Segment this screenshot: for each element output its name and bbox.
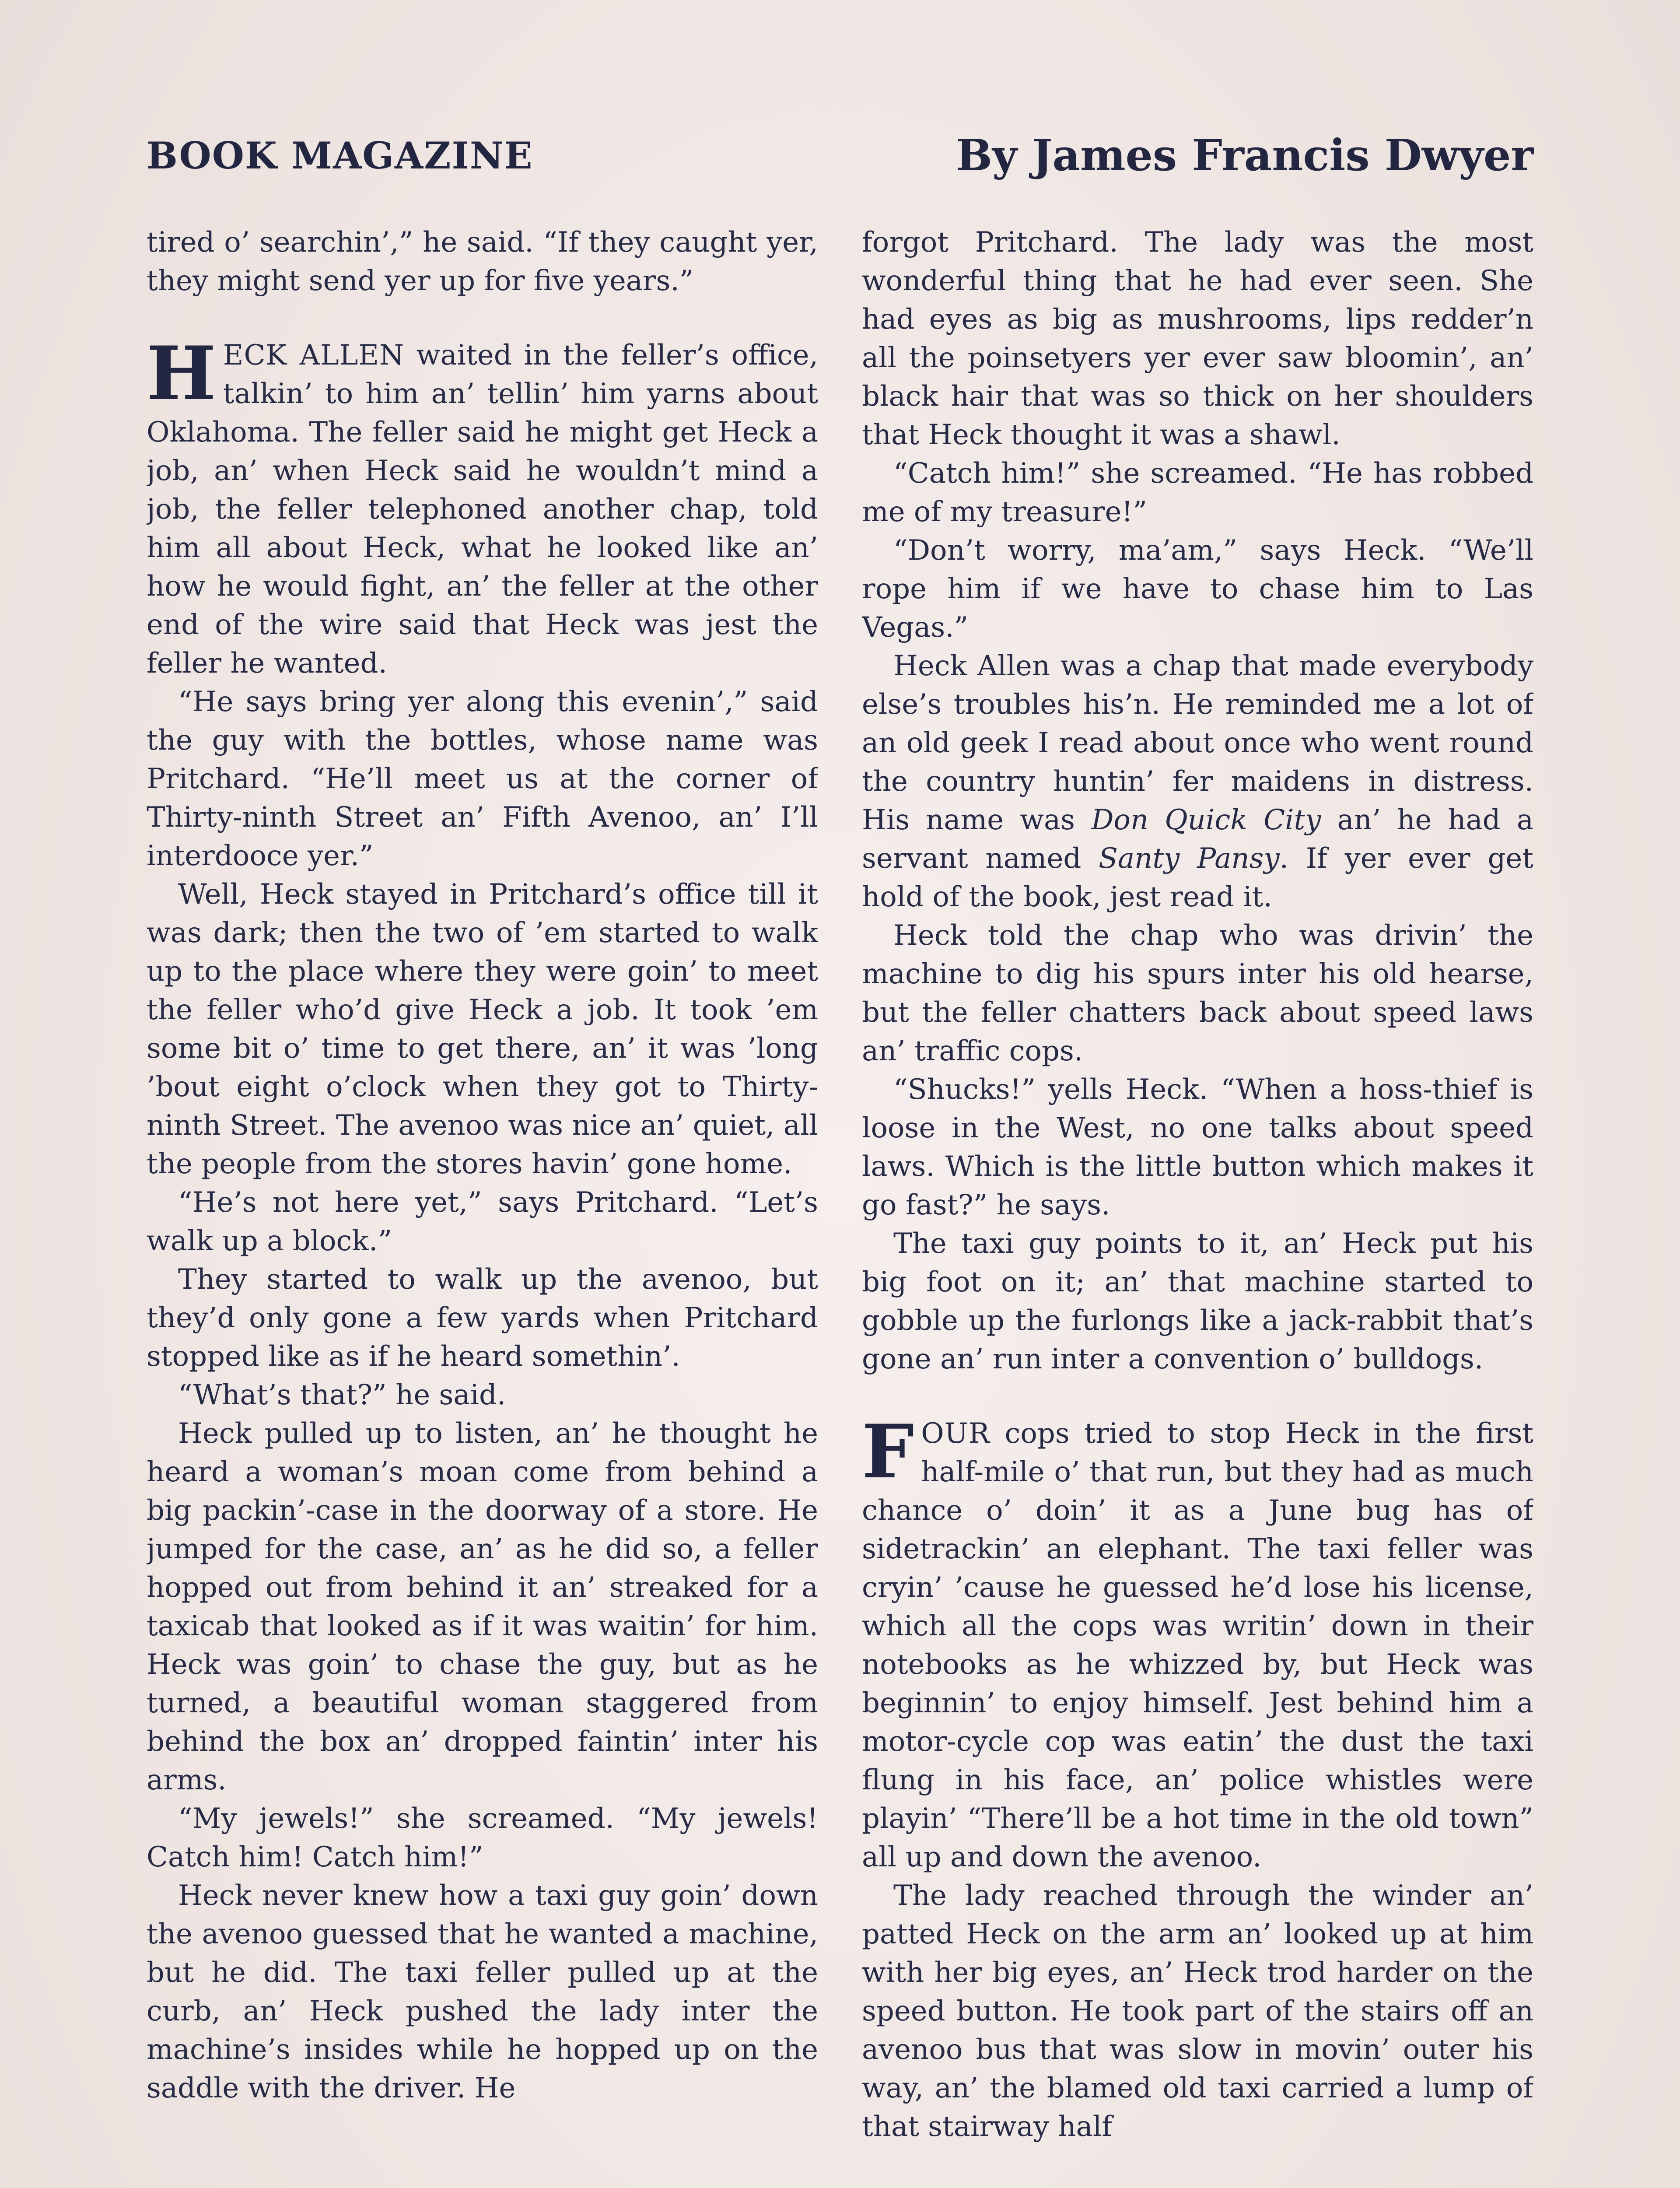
paragraph-text: Heck Allen was a chap that made everybody else’s troubles his’n. He reminded me a lot of an old geek I read about once who went round the country huntin’ fer maidens in distress. His name was: [862, 650, 1533, 836]
paragraph: Well, Heck stayed in Pritchard’s office till it was dark; then the two of ’em started to walk up to the place where they were goin’ to meet the feller who’d give Heck a job. It took ’em some bit o’ time to get there, an’ it was ’long ’bout eight o’clock when they got to Thirty-ninth Street. The avenoo was nice an’ quiet, all the people from the stores havin’ gone home.: [147, 878, 818, 1180]
paragraph: “Don’t worry, ma’am,” says Heck. “We’ll rope him if we have to chase him to Las Vegas.”: [862, 534, 1533, 644]
paragraph: [862, 647, 1533, 916]
paragraph-text: an’ he had a servant named: [862, 804, 1533, 875]
paragraph: “My jewels!” she screamed. “My jewels! Catch him! Catch him!”: [147, 1802, 818, 1873]
paragraph-text: . If yer ever get hold of the book, jest read it.: [862, 842, 1533, 913]
paragraph-text: cops tried to stop Heck in the first half-mile o’ that run, but they had as much chance o’ doin’ it as a June bug has of sidetrackin’ an elephant. The taxi feller was cryin’ ’cause he guessed he’d lose his license, which all the cops was writin’ down in their notebooks as he whizzed by, but Heck was beginnin’ to enjoy himself. Jest behind him a motor-cycle cop was eatin’ the dust the taxi flung in his face, an’ police whistles were playin’ “There’ll be a hot time in the old town” all up and down the avenoo.: [862, 1417, 1533, 1873]
running-header: [147, 129, 1533, 182]
author-byline: By James Francis Dwyer: [956, 130, 1533, 181]
paragraph: tired o’ searchin’,” he said. “If they caught yer, they might send yer up for five years.”: [147, 226, 818, 297]
paragraph-text: waited in the feller’s office, talkin’ to him an’ tellin’ him yarns about Oklahoma. The feller said he might get Heck a job, an’ when Heck said he wouldn’t mind a job, the feller telephoned another chap, told him all about Heck, what he looked like an’ how he would fight, an’ the feller at the other end of the wire said that Heck was jest the feller he wanted.: [147, 339, 818, 680]
paragraph: “He says bring yer along this evenin’,” said the guy with the bottles, whose name was Pritchard. “He’ll meet us at the corner of Thirty-ninth Street an’ Fifth Avenoo, an’ I’ll interdooce yer.”: [147, 686, 818, 872]
section-paragraph: [147, 330, 818, 683]
left-column: [147, 223, 818, 2188]
section-paragraph: [862, 1408, 1533, 1876]
paragraph: “Catch him!” she screamed. “He has robbed me of my treasure!”: [862, 457, 1533, 528]
paragraph: Heck never knew how a taxi guy goin’ down the avenoo guessed that he wanted a machine, but he did. The taxi feller pulled up at the curb, an’ Heck pushed the lady inter the machine’s insides while he hopped up on the saddle with the driver. He: [147, 1879, 818, 2104]
paragraph: Heck told the chap who was drivin’ the machine to dig his spurs inter his old hearse, but the feller chatters back about speed laws an’ traffic cops.: [862, 919, 1533, 1067]
magazine-title: BOOK MAGAZINE: [147, 133, 533, 177]
lead-words: OUR: [921, 1417, 990, 1450]
paragraph: The taxi guy points to it, an’ Heck put his big foot on it; an’ that machine started to gobble up the furlongs like a jack-rabbit that’s gone an’ run inter a convention o’ bulldogs.: [862, 1227, 1533, 1375]
paragraph: They started to walk up the avenoo, but they’d only gone a few yards when Pritchard stopped like as if he heard somethin’.: [147, 1263, 818, 1373]
drop-cap: H: [147, 330, 216, 417]
italic-name: Santy Pansy: [1099, 842, 1280, 875]
paragraph: “He’s not here yet,” says Pritchard. “Let’s walk up a block.”: [147, 1186, 818, 1257]
paragraph: “Shucks!” yells Heck. “When a hoss-thief is loose in the West, no one talks about speed laws. Which is the little button which makes it go fast?” he says.: [862, 1073, 1533, 1221]
right-column: [862, 223, 1533, 2188]
italic-name: Don Quick City: [1091, 804, 1321, 836]
paragraph: “What’s that?” he said.: [178, 1379, 506, 1411]
paragraph: The lady reached through the winder an’ patted Heck on the arm an’ looked up at him with her big eyes, an’ Heck trod harder on the speed button. He took part of the stairs off an avenoo bus that was slow in movin’ outer his way, an’ the blamed old taxi carried a lump of that stairway half: [862, 1879, 1533, 2143]
paragraph: Heck pulled up to listen, an’ he thought he heard a woman’s moan come from behind a big packin’-case in the doorway of a store. He jumped for the case, an’ as he did so, a feller hopped out from behind it an’ streaked for a taxicab that looked as if it was waitin’ for him. Heck was goin’ to chase the guy, but as he turned, a beautiful woman staggered from behind the box an’ dropped faintin’ inter his arms.: [147, 1417, 818, 1796]
lead-words: ECK ALLEN: [223, 339, 404, 372]
paragraph: forgot Pritchard. The lady was the most wonderful thing that he had ever seen. She had eyes as big as mushrooms, lips redder’n all the poinsetyers yer ever saw bloomin’, an’ black hair that was so thick on her shoulders that Heck thought it was a shawl.: [862, 226, 1533, 451]
drop-cap: F: [862, 1408, 914, 1495]
text-columns: [147, 223, 1533, 2188]
